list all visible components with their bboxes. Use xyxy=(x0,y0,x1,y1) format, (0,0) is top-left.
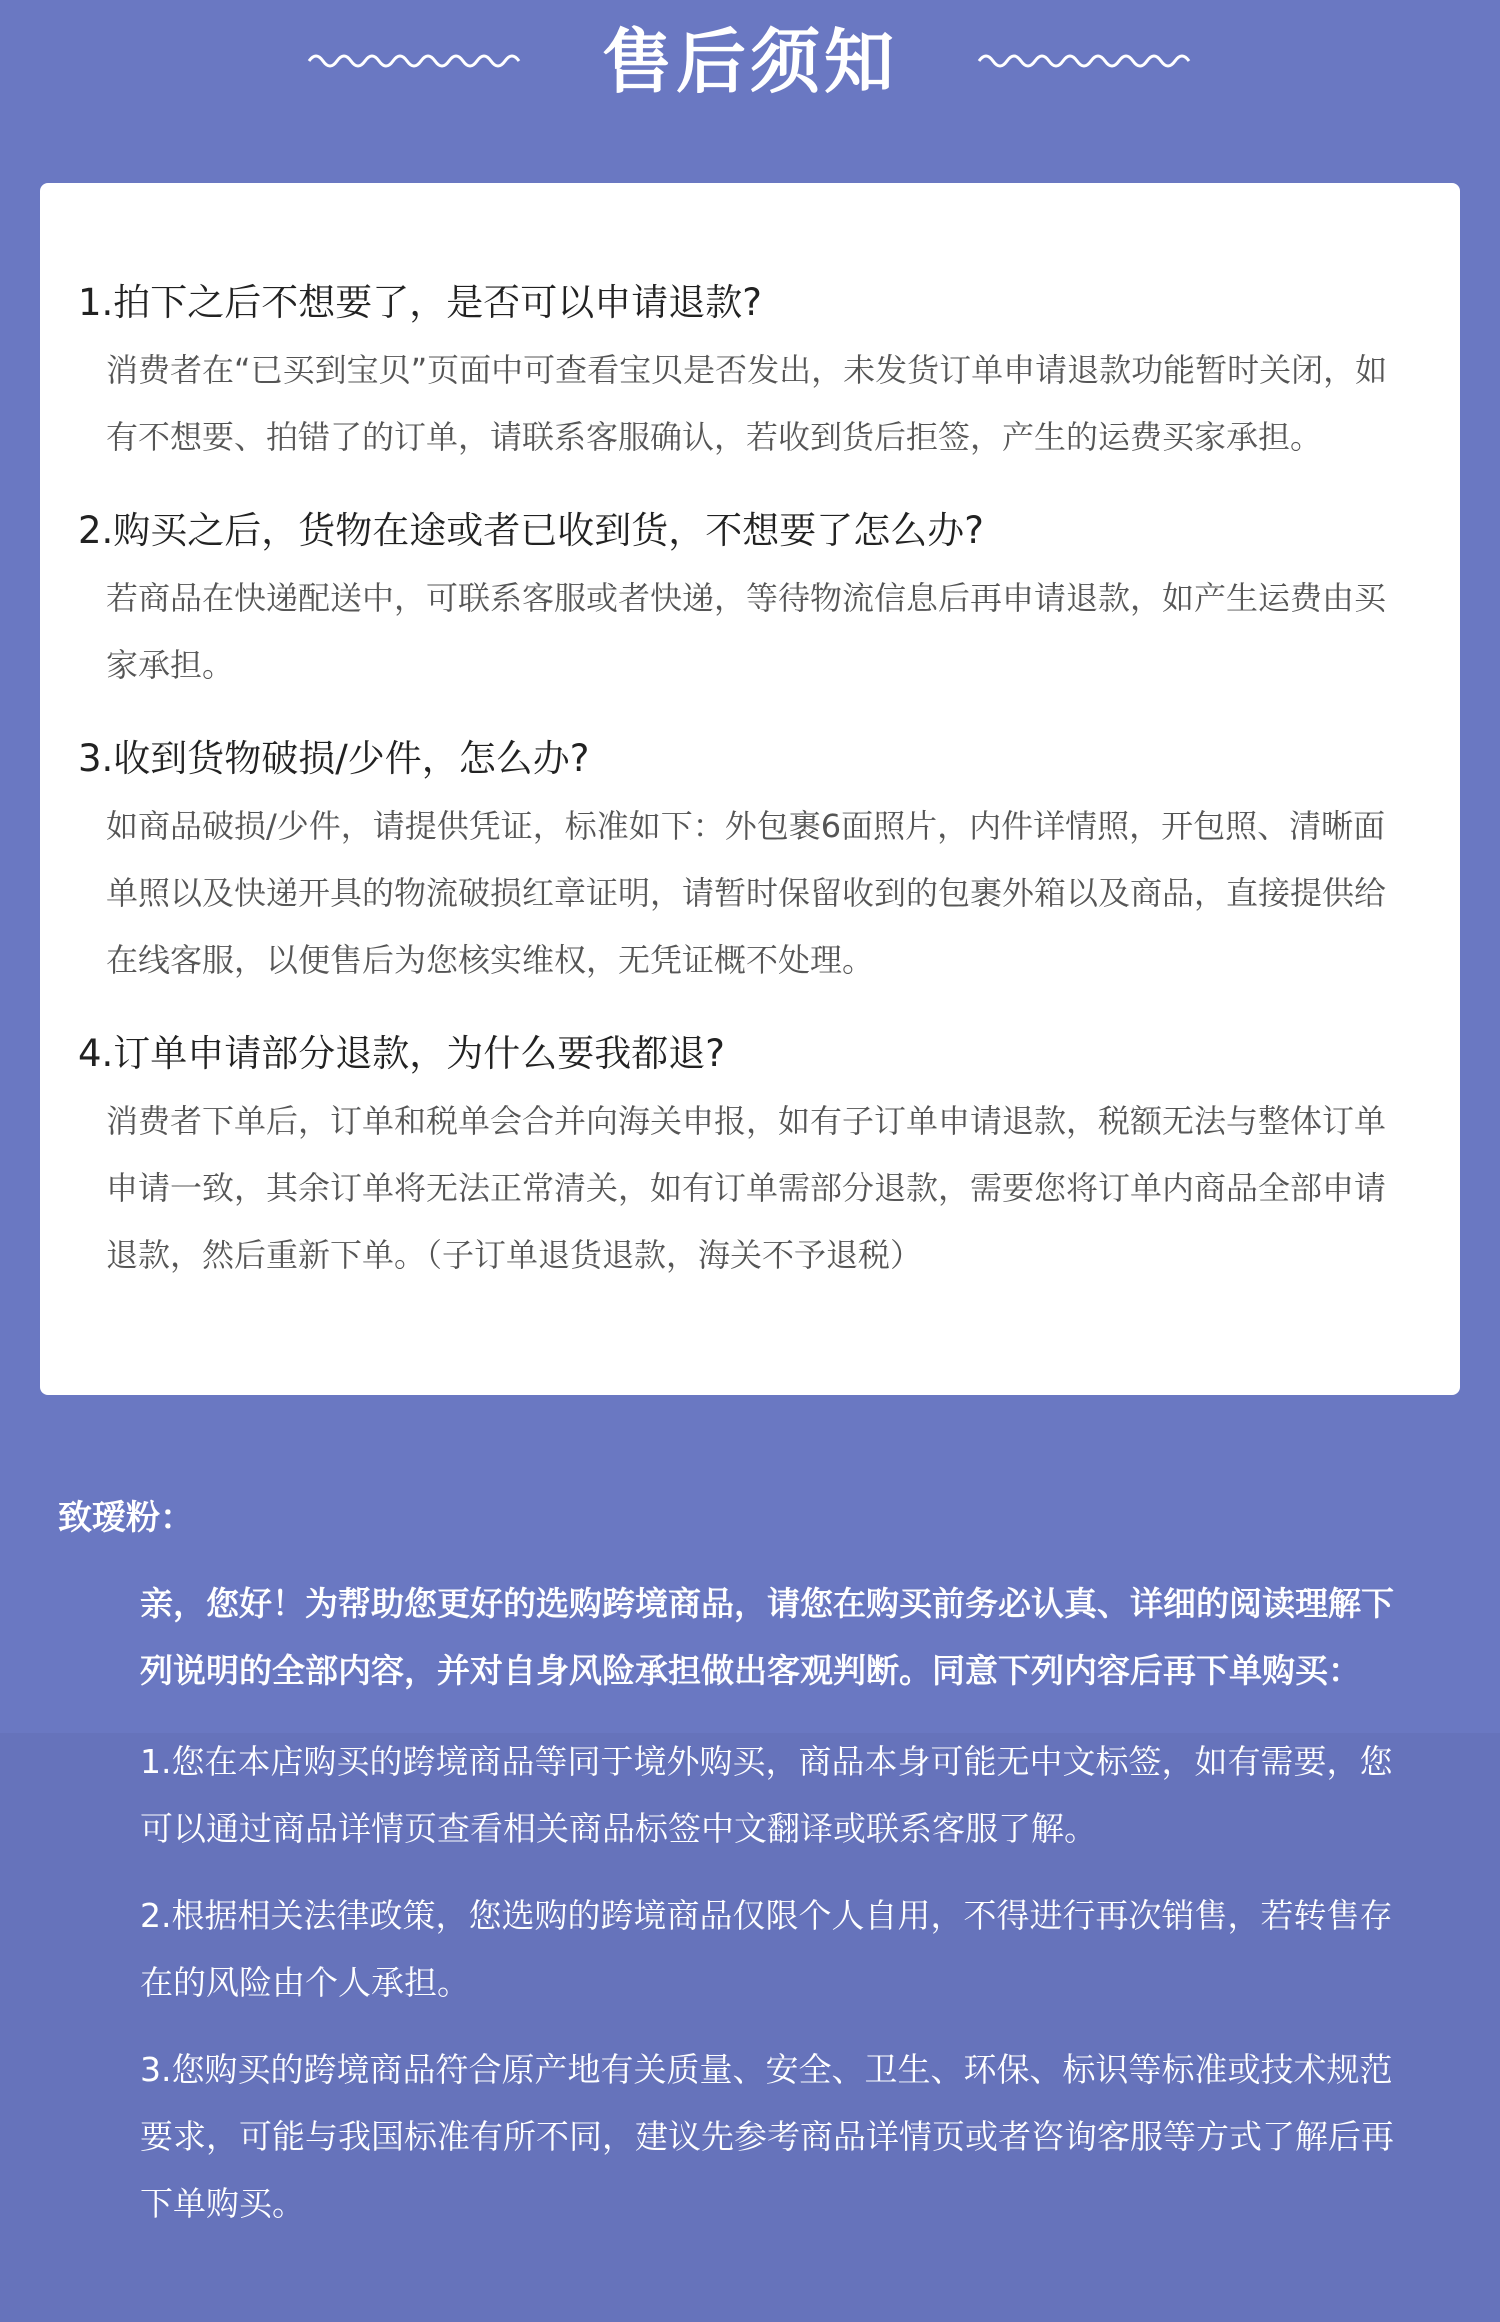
faq-answer: 若商品在快递配送中，可联系客服或者快递，等待物流信息后再申请退款，如产生运费由买家承担。 xyxy=(106,579,1387,684)
notice-rule: 3.您购买的跨境商品符合原产地有关质量、安全、卫生、环保、标识等标准或技术规范要求，可能与我国标准有所不同，建议先参考商品详情页或者咨询客服等方式了解后再下单购买。 xyxy=(140,2050,1394,2223)
header-banner xyxy=(0,0,1500,150)
notice-rules xyxy=(140,1728,1400,2237)
faq-answer: 如商品破损/少件，请提供凭证，标准如下：外包裹6面照片，内件详情照，开包照、清晰面单照以及快递开具的物流破损红章证明，请暂时保留收到的包裹外箱以及商品，直接提供给在线客服，以便售后为您核实维权，无凭证概不处理。 xyxy=(106,807,1387,979)
wave-decoration-left-icon xyxy=(307,48,521,74)
faq-question: 1.拍下之后不想要了，是否可以申请退款? xyxy=(78,281,762,324)
notice-intro: 亲，您好！为帮助您更好的选购跨境商品，请您在购买前务必认真、详细的阅读理解下列说明的全部内容，并对自身风险承担做出客观判断。同意下列内容后再下单购买： xyxy=(140,1584,1394,1690)
wave-decoration-right-icon xyxy=(977,48,1191,74)
faq-item xyxy=(78,275,1390,471)
customer-notice xyxy=(58,1490,1438,1746)
faq-question: 3.收到货物破损/少件，怎么办? xyxy=(78,737,590,780)
notice-rule: 1.您在本店购买的跨境商品等同于境外购买，商品本身可能无中文标签，如有需要，您可以通过商品详情页查看相关商品标签中文翻译或联系客服了解。 xyxy=(140,1742,1393,1848)
notice-rule: 2.根据相关法律政策，您选购的跨境商品仅限个人自用，不得进行再次销售，若转售存在的风险由个人承担。 xyxy=(140,1896,1393,2002)
faq-question: 2.购买之后，货物在途或者已收到货，不想要了怎么办? xyxy=(78,509,984,552)
faq-item xyxy=(78,503,1390,699)
page-title: 售后须知 xyxy=(602,21,898,103)
faq-answer: 消费者在“已买到宝贝”页面中可查看宝贝是否发出，未发货订单申请退款功能暂时关闭，如有不想要、拍错了的订单，请联系客服确认，若收到货后拒签，产生的运费买家承担。 xyxy=(106,351,1388,456)
faq-item xyxy=(78,1026,1390,1289)
faq-item xyxy=(78,731,1390,994)
faq-answer: 消费者下单后，订单和税单会合并向海关申报，如有子订单申请退款，税额无法与整体订单申请一致，其余订单将无法正常清关，如有订单需部分退款，需要您将订单内商品全部申请退款，然后重新下单。（子订单退货退款，海关不予退税） xyxy=(106,1102,1387,1274)
faq-card xyxy=(40,183,1460,1395)
faq-question: 4.订单申请部分退款，为什么要我都退? xyxy=(78,1032,725,1075)
notice-greeting: 致瑷粉： xyxy=(58,1498,194,1538)
